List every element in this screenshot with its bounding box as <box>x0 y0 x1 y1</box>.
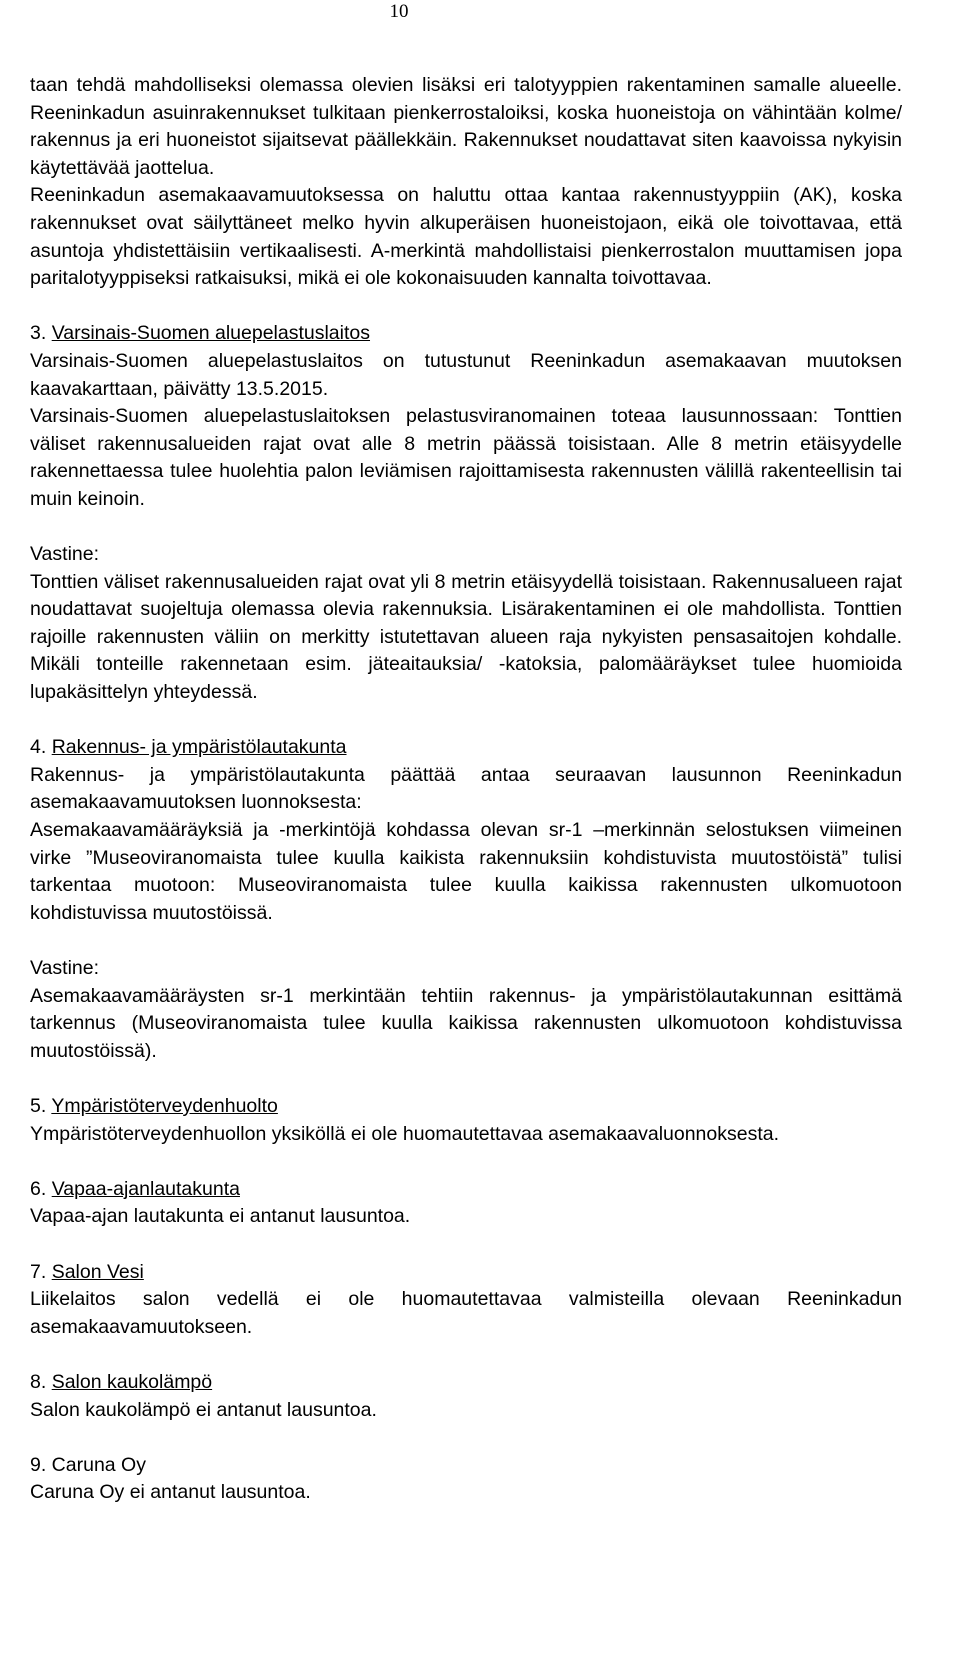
section-8-paragraph-1: Salon kaukolämpö ei antanut lausuntoa. <box>30 1398 377 1421</box>
section-number: 7. <box>30 1260 52 1283</box>
section-number: 8. <box>30 1370 52 1393</box>
section-4-paragraph-1: Rakennus- ja ympäristölautakunta päättää antaa seuraavan lausunnon Reeninkadun asemakaavamuutoksen luonnoksesta: <box>30 763 902 814</box>
section-number: 5. <box>30 1094 52 1117</box>
section-3-vastine-label: Vastine: <box>30 543 100 566</box>
section-title: Varsinais-Suomen aluepelastuslaitos <box>51 322 371 345</box>
section-4-vastine: Asemakaavamääräysten sr-1 merkintään tehtiin rakennus- ja ympäristölautakunnan esittämä tarkennus (Museoviranomaista tulee kuulla kaikissa rakennusten ulkomuotoon kohdistuvissa muutostöissä). <box>30 984 902 1062</box>
spacer <box>30 1231 902 1259</box>
section-title: Salon Vesi <box>51 1260 144 1283</box>
section-number: 6. <box>30 1177 52 1200</box>
spacer <box>30 1424 902 1452</box>
section-6-paragraph-1: Vapaa-ajan lautakunta ei antanut lausuntoa. <box>30 1205 411 1228</box>
paragraph-intro-2: Reeninkadun asemakaavamuutoksessa on haluttu ottaa kantaa rakennustyyppiin (AK), koska rakennukset ovat säilyttäneet melko hyvin alkuperäisen huoneistojaon, eikä ole toivottavaa, että asuntoja yhdistettäisiin vertikaalisesti. A-merkintä mahdollistaisi pienkerrostalon muuttamisen jopa paritalotyyppiseksi ratkaisuksi, mikä ei ole kokonaisuuden kannalta toivottavaa. <box>30 184 902 290</box>
section-4-paragraph-2: Asemakaavamääräyksiä ja -merkintöjä kohdassa olevan sr-1 –merkinnän selostuksen viimeinen virke ”Museoviranomaista tulee kuulla kaikista rakennuksiin kohdistuvista muutostöistä” tulisi tarkentaa muotoon: Museoviranomaista tulee kuulla kaikissa rakennusten ulkomuotoon kohdistuvissa muutostöissä. <box>30 819 902 924</box>
section-4-vastine-label: Vastine: <box>30 957 100 979</box>
section-title: Ympäristöterveydenhuolto <box>51 1094 278 1117</box>
section-heading-8 <box>30 1369 902 1397</box>
section-5-paragraph-1: Ympäristöterveydenhuollon yksiköllä ei ole huomautettavaa asemakaavaluonnoksesta. <box>30 1122 780 1145</box>
section-title: Rakennus- ja ympäristölautakunta <box>51 736 347 759</box>
spacer <box>30 1341 902 1369</box>
page-number: 10 <box>389 1 409 22</box>
spacer <box>30 293 902 321</box>
section-3-paragraph-2: Varsinais-Suomen aluepelastuslaitoksen pelastusviranomainen toteaa lausunnossaan: Tonttien väliset rakennusalueiden rajat ovat alle 8 metrin päässä toisistaan. Alle 8 metrin etäisyydelle rakennettaessa tulee huolehtia palon leviämisen rajoittamisesta rakennusten välillä rakenteellisin tai muin keinoin. <box>30 405 902 510</box>
section-title: Salon kaukolämpö <box>51 1370 213 1393</box>
section-heading-7 <box>30 1259 902 1287</box>
section-7-paragraph-1: Liikelaitos salon vedellä ei ole huomautettavaa valmisteilla olevaan Reeninkadun asemakaavamuutokseen. <box>30 1288 902 1338</box>
section-title: Vapaa-ajanlautakunta <box>51 1177 240 1200</box>
section-heading-9: 9. Caruna Oy <box>30 1453 146 1476</box>
section-3-paragraph-1: Varsinais-Suomen aluepelastuslaitos on tutustunut Reeninkadun asemakaavan muutoksen kaavakarttaan, päivätty 13.5.2015. <box>30 349 902 400</box>
document-body <box>30 72 902 1507</box>
paragraph-intro-1: taan tehdä mahdolliseksi olemassa olevien lisäksi eri talotyyppien rakentaminen samalle alueelle. Reeninkadun asuinrakennukset tulkitaan pienkerrostaloiksi, koska huoneistoja on vähintään kolme/ rakennus ja eri huoneistot sijaitsevat päällekkäin. Rakennukset noudattavat siten kaavoissa nykyisin käytettävää jaottelua. <box>30 74 902 179</box>
section-heading-6 <box>30 1176 902 1204</box>
section-9-paragraph-1: Caruna Oy ei antanut lausuntoa. <box>30 1481 311 1504</box>
spacer <box>30 707 902 735</box>
section-heading-5 <box>30 1093 902 1121</box>
spacer <box>30 927 902 955</box>
spacer <box>30 514 902 542</box>
section-3-vastine: Tonttien väliset rakennusalueiden rajat ovat yli 8 metrin etäisyydellä toisistaan. Rakennusalueen rajat noudattavat suojeltuja olemassa olevia rakennuksia. Lisärakentaminen ei ole mahdollista. Tonttien rajoille rakennusten väliin on merkitty istutettavan alueen raja nykyisten pensasaitojen kohdalle. Mikäli tonteille rakennetaan esim. jäteaitauksia/ -katoksia, palomääräykset tulee huomioida lupakäsittelyn yhteydessä. <box>30 570 902 704</box>
section-number: 3. <box>30 322 52 345</box>
spacer <box>30 1065 902 1093</box>
section-heading-4 <box>30 734 902 762</box>
section-heading-3 <box>30 320 902 348</box>
section-number: 4. <box>30 736 52 759</box>
spacer <box>30 1148 902 1176</box>
